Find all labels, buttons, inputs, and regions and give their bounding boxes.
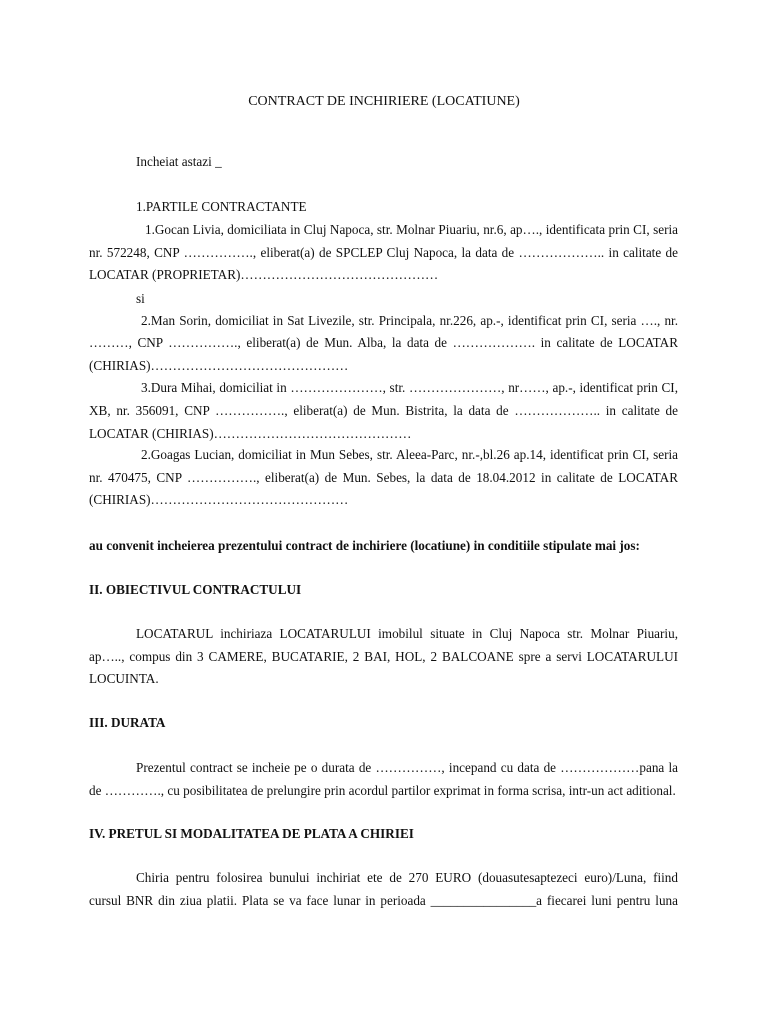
section-4-line-2: cursul BNR din ziua platii. Plata se va face lunar in perioada ________________a fiecarei luni pentru luna bbox=[89, 893, 678, 908]
section-3-heading: III. DURATA bbox=[89, 715, 166, 730]
party-1-line-2: nr. 572248, CNP ……………., eliberat(a) de SPCLEP Cluj Napoca, la data de ……………….. in calitate de bbox=[89, 245, 678, 260]
section-2-line-1: LOCATARUL inchiriaza LOCATARULUI imobilul situate in Cluj Napoca str. Molnar Piuariu, bbox=[136, 626, 678, 641]
conjunction-si: si bbox=[136, 291, 145, 306]
section-2-line-2: ap….., compus din 3 CAMERE, BUCATARIE, 2 BAI, HOL, 2 BALCOANE spre a servi LOCATARULUI bbox=[89, 649, 678, 664]
party-2-line-2: ………, CNP ……………., eliberat(a) de Mun. Alba, la data de ………………. in calitate de LOCATAR bbox=[89, 335, 678, 350]
party-3-line-1: 3.Dura Mihai, domiciliat in …………………, str. …………………, nr……, ap.-, identificat prin CI, bbox=[141, 380, 678, 395]
party-4-line-3: (CHIRIAS)……………………………………… bbox=[89, 492, 349, 507]
section-4-line-1: Chiria pentru folosirea bunului inchiriat ete de 270 EURO (douasutesaptezeci euro)/Luna, fiind bbox=[136, 870, 678, 885]
section-3-line-1: Prezentul contract se incheie pe o durata de ……………, incepand cu data de ………………pana la bbox=[136, 760, 678, 775]
party-1-line-1: 1.Gocan Livia, domiciliata in Cluj Napoca, str. Molnar Piuariu, nr.6, ap…., identificata prin CI, seria bbox=[145, 222, 678, 237]
section-2-heading: II. OBIECTIVUL CONTRACTULUI bbox=[89, 582, 302, 597]
agreement-statement: au convenit incheierea prezentului contract de inchiriere (locatiune) in conditiile stipulate mai jos: bbox=[89, 538, 640, 553]
party-4-line-1: 2.Goagas Lucian, domiciliat in Mun Sebes, str. Aleea-Parc, nr.-,bl.26 ap.14, identificat prin CI, seria bbox=[141, 447, 678, 462]
party-3-line-2: XB, nr. 356091, CNP ……………., eliberat(a) de Mun. Bistrita, la data de ……………….. in calitate de bbox=[89, 403, 678, 418]
document-title: CONTRACT DE INCHIRIERE (LOCATIUNE) bbox=[248, 94, 520, 109]
party-2-line-1: 2.Man Sorin, domiciliat in Sat Livezile, str. Principala, nr.226, ap.-, identificat prin CI, seria …., nr. bbox=[141, 313, 678, 328]
concluded-date-line: Incheiat astazi _ bbox=[136, 154, 222, 169]
party-2-line-3: (CHIRIAS)……………………………………… bbox=[89, 358, 349, 373]
section-4-heading: IV. PRETUL SI MODALITATEA DE PLATA A CHIRIEI bbox=[89, 826, 414, 841]
section-3-line-2: de …………., cu posibilitatea de prelungire prin acordul partilor exprimat in forma scrisa, intr-un act aditional. bbox=[89, 783, 676, 798]
party-1-line-3: LOCATAR (PROPRIETAR)……………………………………… bbox=[89, 267, 439, 282]
party-3-line-3: LOCATAR (CHIRIAS)……………………………………… bbox=[89, 426, 412, 441]
party-4-line-2: nr. 470475, CNP ……………., eliberat(a) de Mun. Sebes, la data de 18.04.2012 in calitate de LOCATAR bbox=[89, 470, 678, 485]
section-2-line-3: LOCUINTA. bbox=[89, 671, 159, 686]
section-1-heading: 1.PARTILE CONTRACTANTE bbox=[136, 199, 307, 214]
